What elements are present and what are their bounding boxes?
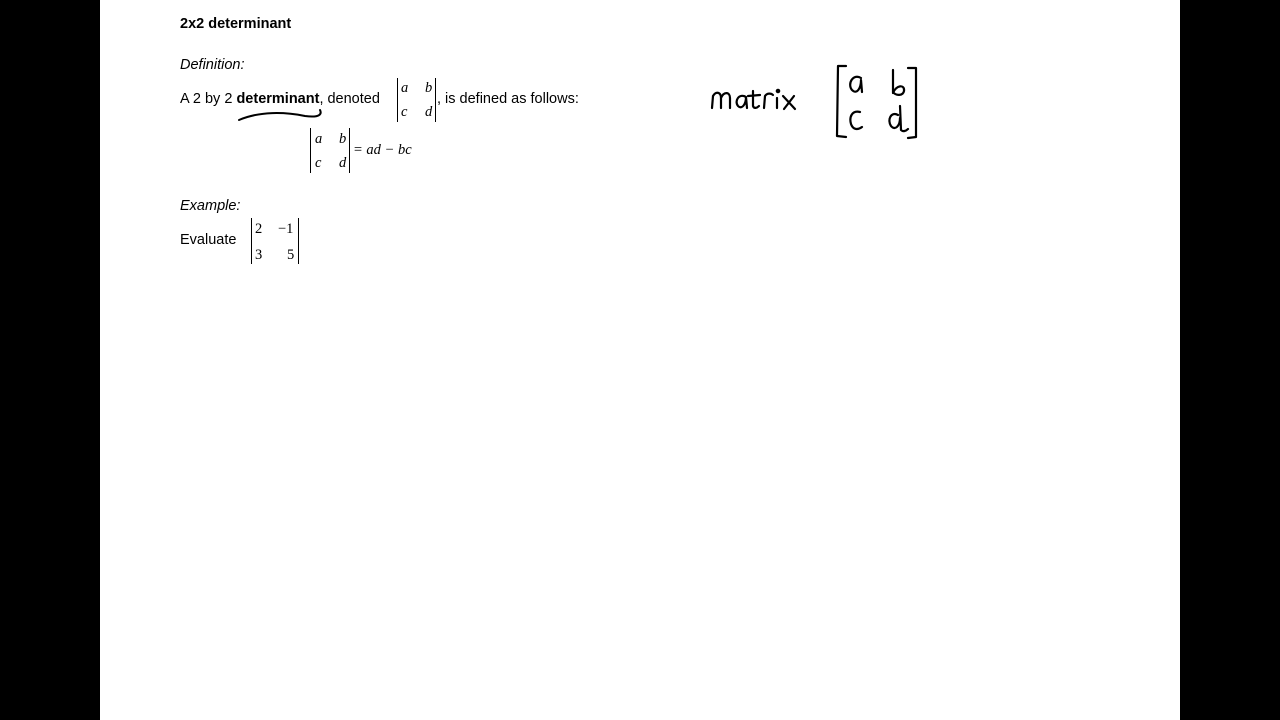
handwritten-bracket-matrix: [837, 66, 916, 138]
handwritten-matrix-word: [712, 90, 795, 109]
definition-heading: Definition:: [180, 57, 245, 73]
formula-rhs: = ad − bc: [353, 142, 412, 158]
inline-matrix-b: b: [425, 80, 433, 96]
definition-text-mid: , denoted: [319, 91, 380, 107]
handwriting-layer: [100, 0, 1180, 720]
formula-matrix-d: d: [339, 155, 347, 171]
inline-matrix-a: a: [401, 80, 409, 96]
inline-matrix-d: d: [425, 104, 433, 120]
example-matrix-a: 2: [255, 221, 263, 237]
document-page: [100, 0, 1180, 720]
definition-text-end: , is defined as follows:: [437, 91, 579, 107]
formula-matrix-b: b: [339, 131, 347, 147]
example-heading: Example:: [180, 198, 241, 214]
example-matrix-c: 3: [255, 247, 263, 263]
page-title: 2x2 determinant: [180, 16, 292, 32]
handwritten-underline: [239, 110, 321, 120]
formula-matrix-a: a: [315, 131, 323, 147]
evaluate-prompt: Evaluate: [180, 232, 237, 248]
determinant-term: determinant: [236, 91, 320, 107]
example-matrix-d: 5: [287, 247, 295, 263]
definition-text-start: A 2 by 2: [180, 91, 237, 107]
formula-matrix-c: c: [315, 155, 322, 171]
example-matrix-b: −1: [278, 221, 294, 237]
inline-matrix-c: c: [401, 104, 408, 120]
